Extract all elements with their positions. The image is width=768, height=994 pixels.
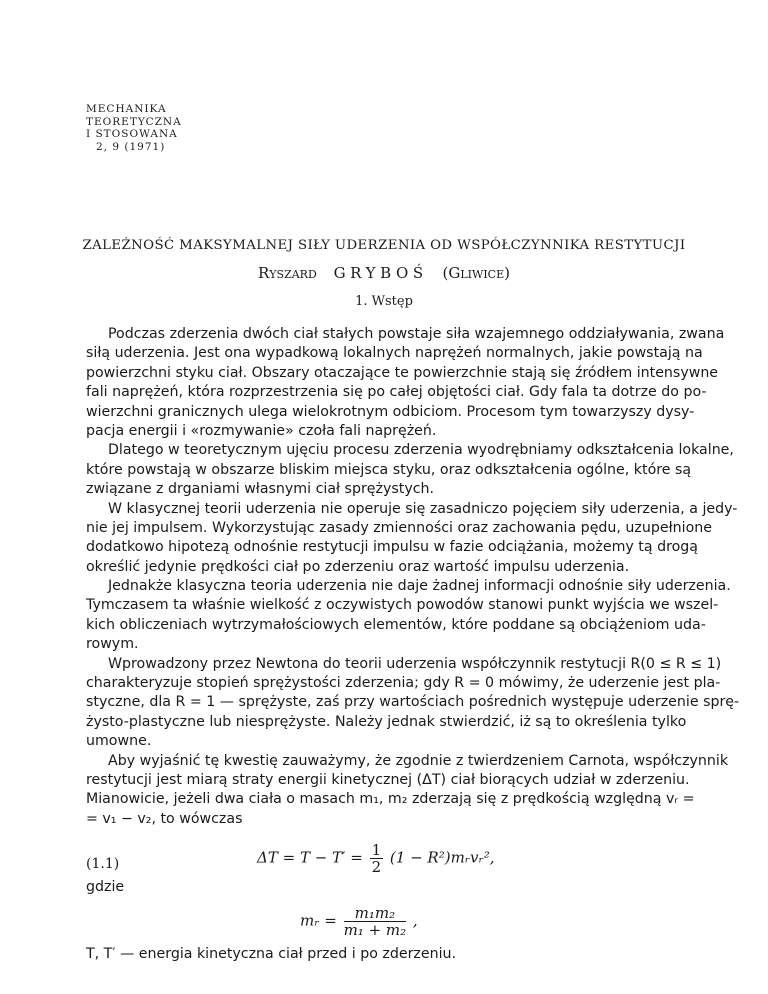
text-line: związane z drganiami własnymi ciał sprężystych.	[86, 481, 435, 498]
text-line: Dlatego w teoretycznym ujęciu procesu zderzenia wyodrębniamy odkształcenia lokalne,	[108, 442, 734, 459]
text-line: określić jedynie prędkości ciał po zderzeniu oraz wartość impulsu uderzenia.	[86, 558, 630, 575]
text-line: charakteryzuje stopień sprężystości zderzenia; gdy R = 0 mówimy, że uderzenie jest pla-	[86, 675, 721, 692]
text-line: siłą uderzenia. Jest ona wypadkową lokalnych naprężeń normalnych, jakie powstają na	[86, 345, 703, 362]
body-text	[86, 325, 740, 829]
where-word: gdzie	[86, 879, 125, 895]
symbol-definition: T, T′ — energia kinetyczna ciał przed i po zderzeniu.	[86, 946, 457, 962]
paper-title: ZALEŻNOŚĆ MAKSYMALNEJ SIŁY UDERZENIA OD WSPÓŁCZYNNIKA RESTYTUCJI	[82, 238, 686, 253]
text-line: kich obliczeniach wytrzymałościowych elementów, które poddane są obciążeniom uda-	[86, 616, 706, 633]
journal-header	[86, 103, 182, 153]
text-line: W klasycznej teorii uderzenia nie operuje się zasadniczo pojęciem siły uderzenia, a jedy-	[108, 500, 738, 517]
equation-rhs: (1 − R²)mᵣvᵣ²,	[389, 848, 495, 867]
text-line: umowne.	[86, 733, 152, 750]
text-line: Tymczasem ta właśnie wielkość z oczywistych powodów stanowi punkt wyjścia we wszel-	[86, 597, 719, 614]
fraction-denominator: m₁ + m₂	[343, 921, 407, 939]
text-line: nie jej impulsem. Wykorzystując zasady zmienności oraz zachowania pędu, uzupełnione	[86, 519, 712, 536]
equation-reduced-mass	[300, 905, 418, 938]
author-last-name: GRYBOŚ	[333, 264, 428, 282]
journal-name-line-2: TEORETYCZNA	[86, 115, 182, 128]
author-first-name: Ryszard	[258, 264, 317, 282]
journal-name-line-3: I STOSOWANA	[86, 128, 178, 141]
text-line: dodatkowo hipotezą odnośnie restytucji impulsu w fazie odciążania, możemy tą drogą	[86, 539, 698, 556]
text-line: wierzchni granicznych ulega wielokrotnym odbiciom. Procesom tym towarzyszy dysy-	[86, 403, 695, 420]
text-line: żysto-plastyczne lub niesprężyste. Należy jednak stwierdzić, iż są to określenia tylko	[86, 713, 687, 730]
fraction-numerator: 1	[371, 841, 382, 859]
text-line: restytucji jest miarą straty energii kinetycznej (ΔT) ciał biorących udział w zderzeniu.	[86, 771, 690, 788]
equation-lhs: ΔT = T − T′ =	[257, 848, 363, 867]
section-heading: 1. Wstęp	[355, 294, 413, 309]
text-line: styczne, dla R = 1 — sprężyste, zaś przy wartościach pośrednich występuje uderzenie sprę-	[86, 694, 740, 711]
text-line: Jednakże klasyczna teoria uderzenia nie daje żadnej informacji odnośnie siły uderzenia.	[108, 578, 731, 595]
text-line: = v₁ − v₂, to wówczas	[86, 810, 243, 827]
equation-number: (1.1)	[86, 856, 120, 872]
text-line: Aby wyjaśnić tę kwestię zauważymy, że zgodnie z twierdzeniem Carnota, współczynnik	[108, 752, 729, 769]
equation-lhs: mᵣ =	[300, 911, 337, 930]
text-line: rowym.	[86, 636, 139, 653]
author-affiliation: (Gliwice)	[442, 264, 510, 282]
text-line: które powstają w obszarze bliskim miejsca styku, oraz odkształcenia ogólne, które są	[86, 461, 692, 478]
equation-energy-loss	[257, 842, 494, 875]
text-line: Podczas zderzenia dwóch ciał stałych powstaje siła wzajemnego oddziaływania, zwana	[108, 326, 725, 342]
fraction	[344, 905, 407, 938]
text-line: Wprowadzony przez Newtona do teorii uderzenia współczynnik restytucji R(0 ≤ R ≤ 1)	[108, 655, 722, 672]
fraction-numerator: m₁m₂	[344, 905, 407, 922]
text-line: powierzchni styku ciał. Obszary otaczające te powierzchnie stają się źródłem intensywne	[86, 364, 719, 381]
text-line: fali naprężeń, która rozprzestrzenia się po całej objętości ciał. Gdy fala ta dotrze do po-	[86, 384, 707, 401]
fraction	[370, 842, 384, 875]
journal-name-line-1: MECHANIKA	[86, 103, 167, 115]
text-line: Mianowicie, jeżeli dwa ciała o masach m₁, m₂ zderzają się z prędkością względną vᵣ =	[86, 791, 695, 808]
journal-issue: 2, 9 (1971)	[96, 140, 166, 153]
text-line: pacja energii i «rozmywanie» czoła fali naprężeń.	[86, 422, 437, 439]
equation-tail: ,	[412, 911, 418, 930]
author-line	[0, 264, 768, 282]
fraction-denominator: 2	[371, 858, 382, 876]
